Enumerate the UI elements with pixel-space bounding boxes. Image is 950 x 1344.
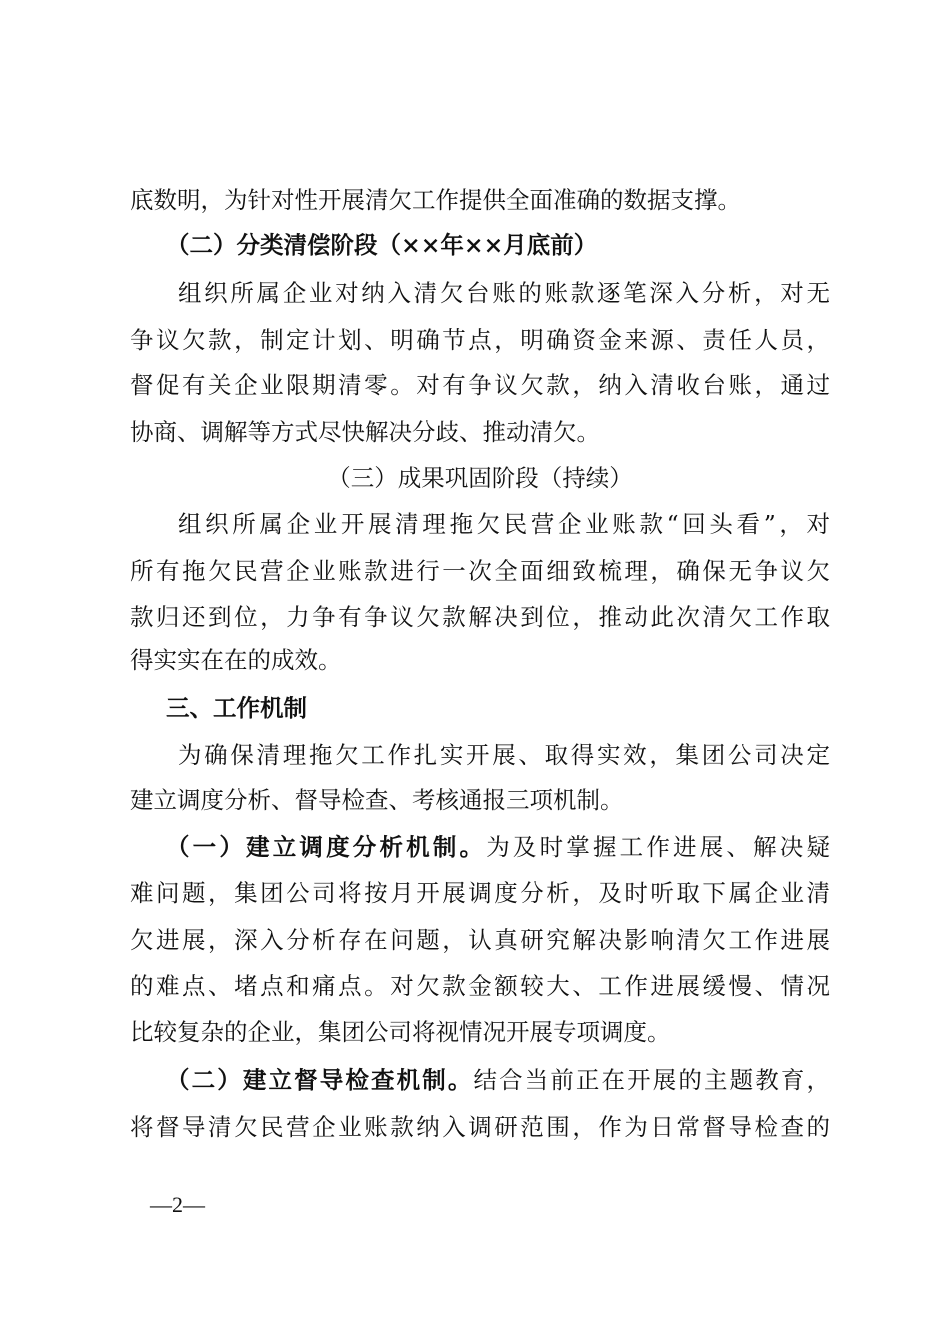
text-line (130, 878, 830, 908)
text-line (130, 785, 830, 815)
line-text: 欠进展，深入分析存在问题，认真研究解决影响清欠工作进展 (130, 926, 830, 954)
text-line (130, 370, 830, 400)
text-line (130, 1065, 830, 1095)
text-line (130, 556, 830, 586)
bold-heading: （二）分类清偿阶段（××年××月底前） (166, 231, 598, 259)
text-line (130, 693, 830, 723)
text-line (130, 925, 830, 955)
text-line (130, 1017, 830, 1047)
line-text: 为确保清理拖欠工作扎实开展、取得实效，集团公司决定 (178, 741, 830, 769)
bold-heading: （二）建立督导检查机制。 (166, 1066, 474, 1094)
line-text: 得实实在在的成效。 (130, 646, 342, 674)
text-line (130, 417, 830, 447)
line-text: （三）成果巩固阶段（持续） (327, 464, 633, 492)
text-line (130, 740, 830, 770)
line-text: 结合当前正在开展的主题教育， (473, 1066, 831, 1094)
line-text: 争议欠款，制定计划、明确节点，明确资金来源、责任人员， (130, 326, 830, 354)
text-line (130, 325, 830, 355)
line-text: 款归还到位，力争有争议欠款解决到位，推动此次清欠工作取 (130, 603, 830, 631)
text-line (130, 832, 830, 862)
line-text: 底数明，为针对性开展清欠工作提供全面准确的数据支撑。 (130, 186, 741, 214)
line-text: 组织所属企业对纳入清欠台账的账款逐笔深入分析，对无 (178, 279, 830, 307)
bold-heading: 三、工作机制 (166, 694, 307, 722)
line-text: 的难点、堵点和痛点。对欠款金额较大、工作进展缓慢、情况 (130, 972, 830, 1000)
line-text: 建立调度分析、督导检查、考核通报三项机制。 (130, 786, 624, 814)
bold-heading: （一）建立调度分析机制。 (166, 833, 487, 861)
line-text: 比较复杂的企业，集团公司将视情况开展专项调度。 (130, 1018, 671, 1046)
page-number: —2— (150, 1192, 205, 1217)
text-line (130, 1112, 830, 1142)
line-text: 督促有关企业限期清零。对有争议欠款，纳入清收台账，通过 (130, 371, 830, 399)
text-line (130, 971, 830, 1001)
line-text: 组织所属企业开展清理拖欠民营企业账款“回头看”，对 (178, 510, 830, 538)
text-line (130, 509, 830, 539)
line-text: 协商、调解等方式尽快解决分歧、推动清欠。 (130, 418, 600, 446)
text-line (130, 230, 830, 260)
text-line (130, 185, 830, 215)
line-text: 所有拖欠民营企业账款进行一次全面细致梳理，确保无争议欠 (130, 557, 830, 585)
line-text: 难问题，集团公司将按月开展调度分析，及时听取下属企业清 (130, 879, 830, 907)
line-text: 将督导清欠民营企业账款纳入调研范围，作为日常督导检查的 (130, 1113, 830, 1141)
text-line (130, 278, 830, 308)
line-text: 为及时掌握工作进展、解决疑 (486, 833, 830, 861)
text-line (130, 602, 830, 632)
text-line (130, 463, 830, 493)
text-line (130, 645, 830, 675)
